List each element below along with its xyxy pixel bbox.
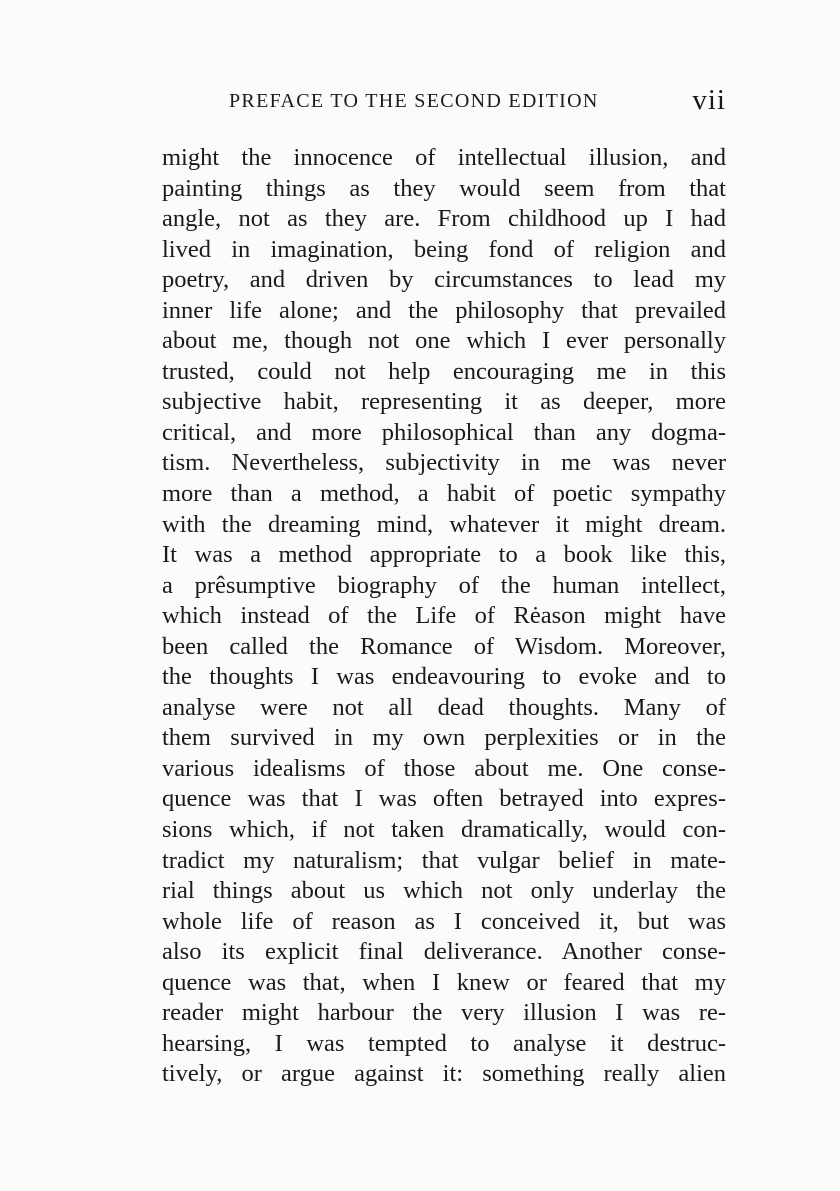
text-line: about me, though not one which I ever personally [162,327,726,355]
text-line: various idealisms of those about me. One conse- [162,754,726,782]
text-line: hearsing, I was tempted to analyse it destruc- [162,1029,726,1057]
text-line: been called the Romance of Wisdom. Moreover, [162,632,726,660]
text-line: quence was that I was often betrayed into expres- [162,785,726,813]
text-line: might the innocence of intellectual illusion, and [162,144,726,171]
page-number: vii [692,84,726,116]
text-line: the thoughts I was endeavouring to evoke and to [162,663,726,691]
text-line: tism. Nevertheless, subjectivity in me was never [162,449,726,477]
text-line: tradict my naturalism; that vulgar belief in mate- [162,846,726,874]
body-text [162,143,726,1090]
text-line: with the dreaming mind, whatever it might dream. [162,510,726,538]
text-line: quence was that, when I knew or feared that my [162,968,726,996]
text-line: also its explicit final deliverance. Another conse- [162,938,726,966]
text-line: It was a method appropriate to a book like this, [162,541,726,569]
text-line: analyse were not all dead thoughts. Many of [162,693,726,721]
text-line: subjective habit, representing it as deeper, more [162,388,726,416]
text-line: critical, and more philosophical than any dogma- [162,418,726,446]
running-head-title: PREFACE TO THE SECOND EDITION [229,90,599,112]
text-line: trusted, could not help encouraging me in this [162,357,726,385]
text-line: them survived in my own perplexities or in the [162,724,726,752]
text-line: reader might harbour the very illusion I was re- [162,999,726,1027]
text-line: a prêsumptive biography of the human intellect, [162,571,726,599]
text-line: whole life of reason as I conceived it, but was [162,907,726,935]
text-line: rial things about us which not only underlay the [162,877,726,905]
text-line: tively, or argue against it: something really alien [162,1060,726,1088]
text-line: angle, not as they are. From childhood up I had [162,205,726,233]
text-line: inner life alone; and the philosophy that prevailed [162,296,726,324]
text-line: sions which, if not taken dramatically, would con- [162,816,726,844]
text-line: poetry, and driven by circumstances to lead my [162,266,726,294]
text-line: which instead of the Life of Rėason might have [162,602,726,630]
text-line: lived in imagination, being fond of religion and [162,235,726,263]
running-head [229,86,726,118]
text-line: painting things as they would seem from that [162,174,726,202]
text-line: more than a method, a habit of poetic sympathy [162,480,726,508]
